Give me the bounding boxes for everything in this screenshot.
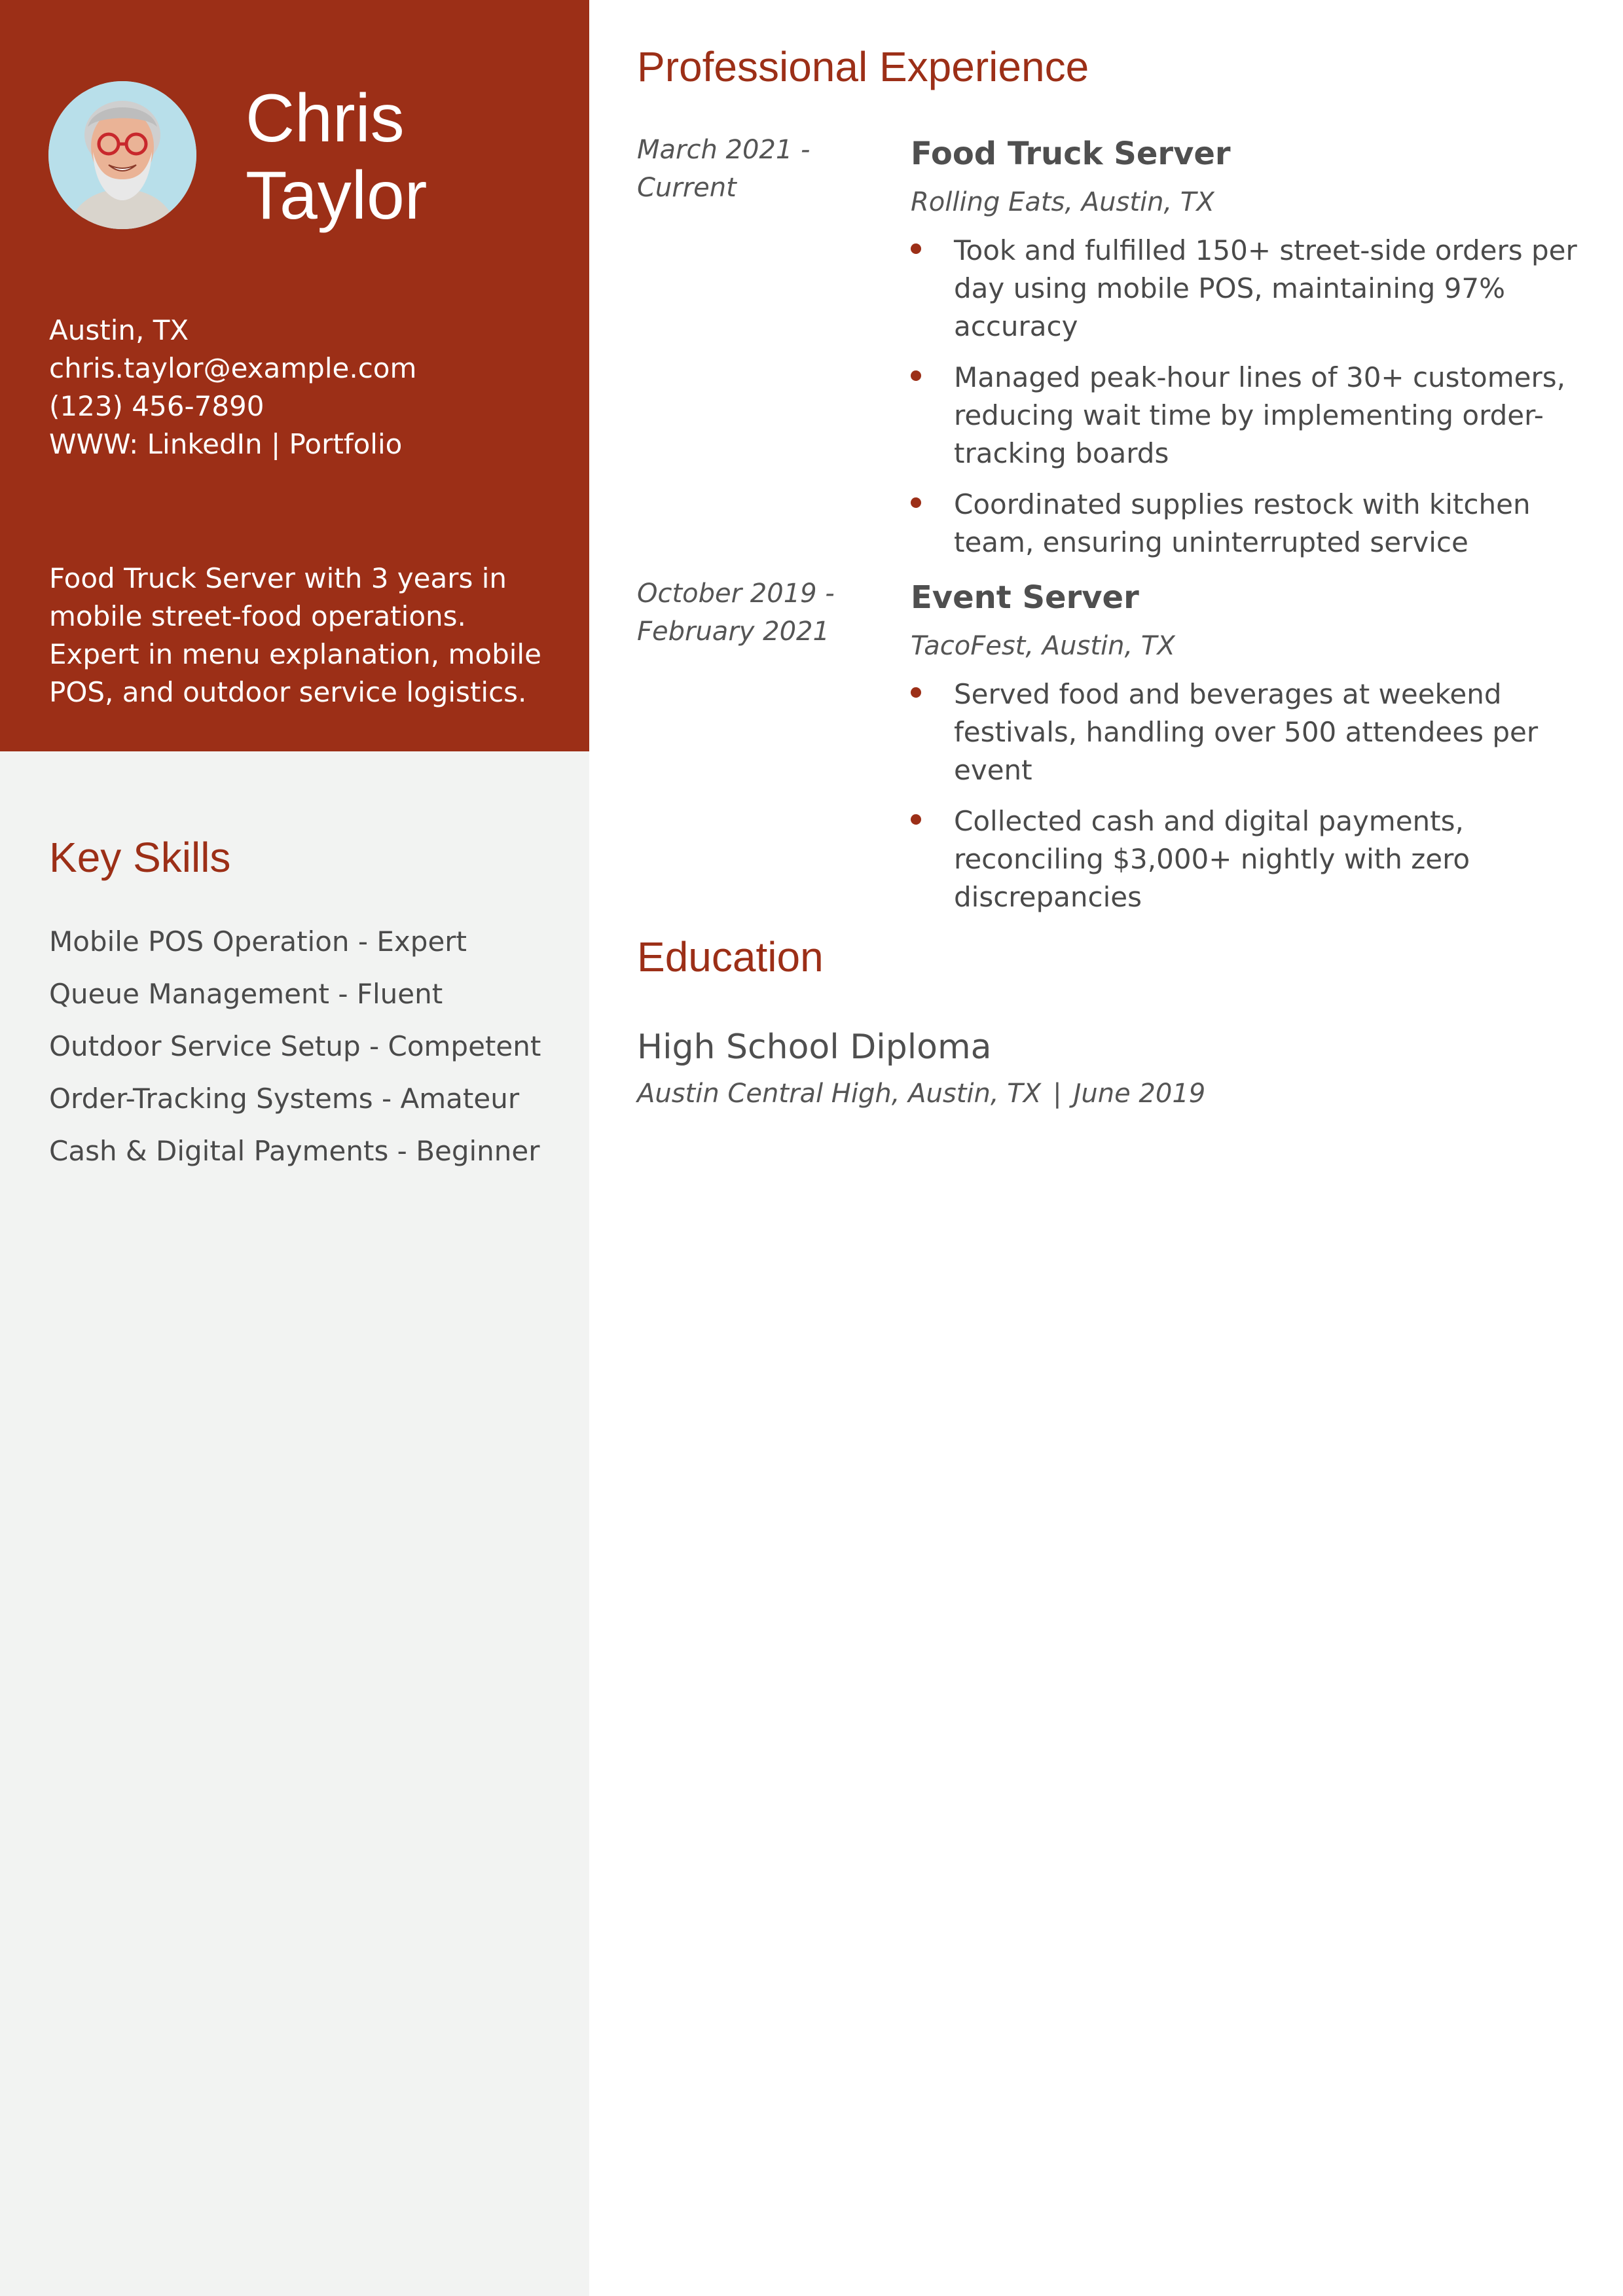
education-degree: High School Diploma <box>637 1028 992 1067</box>
skill-item: Cash & Digital Payments - Beginner <box>49 1135 540 1167</box>
job-date-start: March 2021 - <box>637 135 811 165</box>
job-company: Rolling Eats, Austin, TX <box>911 187 1214 217</box>
education-separator: | <box>1053 1079 1062 1109</box>
contact-info <box>49 312 560 463</box>
job-dates <box>637 131 886 207</box>
experience-heading: Professional Experience <box>637 43 1089 90</box>
web-separator: | <box>271 428 281 460</box>
last-name: Taylor <box>246 158 428 234</box>
bullet-dot-icon <box>911 687 921 698</box>
sidebar-header <box>0 0 589 751</box>
sidebar <box>0 0 589 2296</box>
job-date-start: October 2019 - <box>637 579 835 609</box>
job-title: Food Truck Server <box>911 135 1231 172</box>
bullet-item <box>911 486 1578 562</box>
contact-location: Austin, TX <box>49 314 189 346</box>
contact-email[interactable]: chris.taylor@example.com <box>49 352 417 384</box>
bullet-dot-icon <box>911 814 921 825</box>
job-details <box>911 131 1578 575</box>
candidate-name <box>246 80 573 234</box>
bullet-text: Managed peak-hour lines of 30+ customers, reducing wait time by implementing order-tracking boards <box>954 361 1565 469</box>
profile-photo <box>48 81 196 229</box>
first-name: Chris <box>246 81 405 156</box>
bullet-text: Collected cash and digital payments, reconciling $3,000+ nightly with zero discrepancies <box>954 805 1470 913</box>
contact-phone[interactable]: (123) 456-7890 <box>49 390 264 422</box>
skills-list <box>49 923 566 1185</box>
education-entry <box>637 1021 1580 1114</box>
bullet-text: Served food and beverages at weekend festivals, handling over 500 attendees per event <box>954 678 1539 786</box>
skill-item: Queue Management - Fluent <box>49 978 443 1010</box>
education-date: June 2019 <box>1073 1079 1206 1109</box>
job-date-end: February 2021 <box>637 617 830 647</box>
bullet-item <box>911 359 1578 473</box>
job-date-end: Current <box>637 173 737 203</box>
education-heading: Education <box>637 933 824 980</box>
bullet-dot-icon <box>911 497 921 508</box>
bullet-text: Took and fulfilled 150+ street-side orders per day using mobile POS, maintaining 97% accuracy <box>954 234 1577 342</box>
job-dates <box>637 575 886 651</box>
education-meta <box>637 1073 1580 1114</box>
linkedin-link[interactable]: LinkedIn <box>147 428 263 460</box>
contact-web <box>49 425 560 463</box>
profile-summary: Food Truck Server with 3 years in mobile street-food operations. Expert in menu explanation, mobile POS, and outdoor service logistics. <box>49 562 541 708</box>
skills-heading: Key Skills <box>49 834 231 881</box>
bullet-dot-icon <box>911 243 921 254</box>
job-bullets <box>911 232 1578 562</box>
education-school: Austin Central High, Austin, TX <box>637 1079 1042 1109</box>
job-details <box>911 575 1578 929</box>
job-title: Event Server <box>911 579 1139 616</box>
job-company: TacoFest, Austin, TX <box>911 631 1175 661</box>
skill-item: Outdoor Service Setup - Competent <box>49 1030 541 1062</box>
skill-item: Mobile POS Operation - Expert <box>49 925 467 958</box>
bullet-item <box>911 232 1578 346</box>
web-prefix: WWW: <box>49 428 139 460</box>
bullet-text: Coordinated supplies restock with kitchen team, ensuring uninterrupted service <box>954 488 1531 558</box>
bullet-item <box>911 675 1578 789</box>
portfolio-link[interactable]: Portfolio <box>289 428 403 460</box>
bullet-item <box>911 802 1578 916</box>
skill-item: Order-Tracking Systems - Amateur <box>49 1083 520 1115</box>
avatar <box>48 81 196 229</box>
bullet-dot-icon <box>911 370 921 381</box>
job-bullets <box>911 675 1578 916</box>
